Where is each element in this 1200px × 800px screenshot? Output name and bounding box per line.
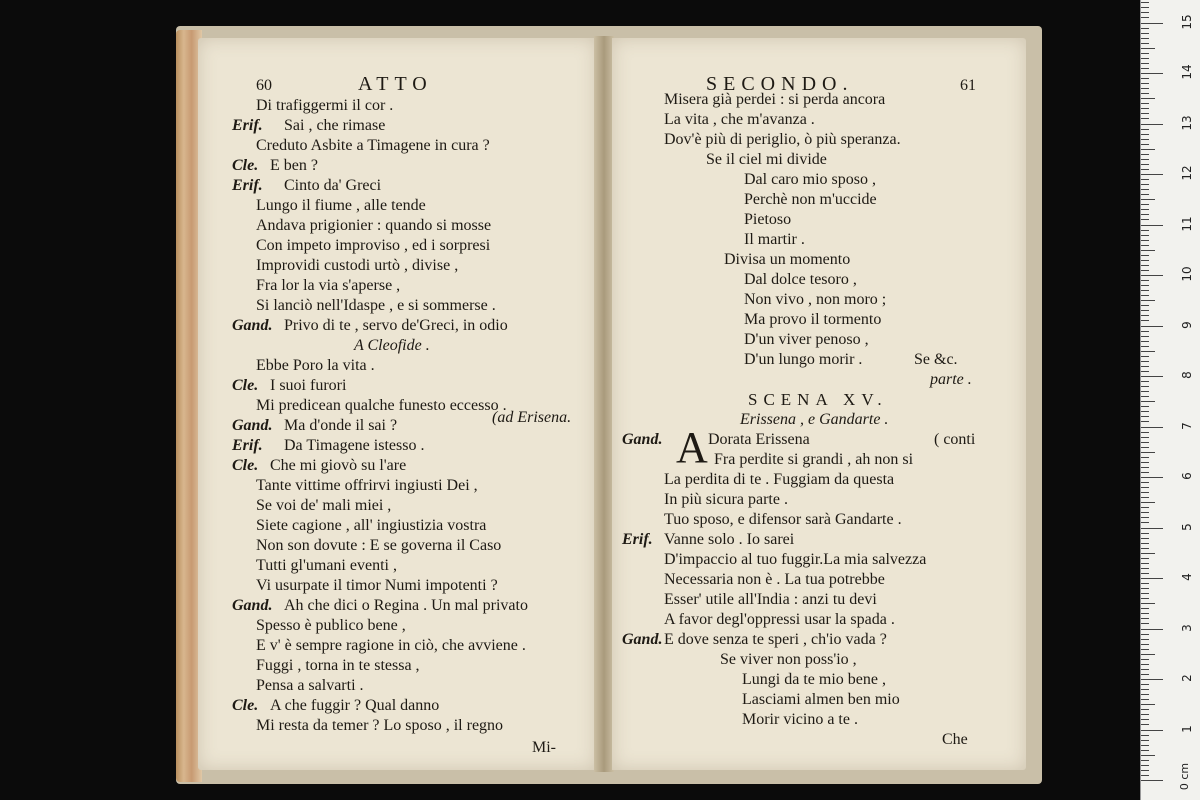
ruler-tick — [1141, 659, 1149, 660]
ruler-tick — [1141, 366, 1149, 367]
ruler-tick — [1141, 482, 1149, 483]
verse-line: Lasciami almen ben mio — [742, 691, 900, 708]
ruler-number: 6 — [1180, 472, 1194, 480]
verse-line: Lungi da te mio bene , — [742, 671, 886, 688]
verse-line: A che fuggir ? Qual danno — [270, 697, 440, 714]
verse-line: Ma provo il tormento — [744, 311, 882, 328]
ruler-tick — [1141, 669, 1149, 670]
ruler-tick — [1141, 240, 1149, 241]
ruler-tick — [1141, 28, 1149, 29]
left-catchword: Mi- — [532, 739, 556, 756]
verse-line: Ah che dici o Regina . Un mal privato — [284, 597, 528, 614]
verse-line: D'impaccio al tuo fuggir.La mia salvezza — [664, 551, 927, 568]
ruler-tick — [1141, 467, 1149, 468]
ruler-tick — [1141, 654, 1155, 655]
exit-direction: parte . — [930, 371, 972, 388]
ruler-tick — [1141, 644, 1149, 645]
ruler-tick — [1141, 553, 1155, 554]
ruler-tick — [1141, 144, 1149, 145]
scene-title: SCENA XV. — [748, 390, 888, 409]
ruler-tick — [1141, 684, 1149, 685]
ruler-tick — [1141, 649, 1149, 650]
ruler-tick — [1141, 623, 1149, 624]
ruler-unit-label: 0 cm — [1178, 762, 1192, 791]
ruler-tick — [1141, 23, 1163, 24]
ruler-tick — [1141, 694, 1149, 695]
ruler-tick — [1141, 381, 1149, 382]
ruler-tick — [1141, 780, 1163, 781]
ruler-tick — [1141, 214, 1149, 215]
ruler-tick — [1141, 7, 1149, 8]
ruler-tick — [1141, 194, 1149, 195]
verse-line: Sai , che rimase — [284, 117, 386, 134]
verse-line: Non vivo , non moro ; — [744, 291, 887, 308]
ruler-number: 2 — [1180, 674, 1194, 682]
verse-line: Misera già perdei : si perda ancora — [664, 91, 886, 108]
ruler-tick — [1141, 103, 1149, 104]
ruler-tick — [1141, 53, 1149, 54]
ruler-tick — [1141, 68, 1149, 69]
ruler-tick — [1141, 230, 1149, 231]
verse-line: Se il ciel mi divide — [706, 151, 827, 168]
ruler-tick — [1141, 608, 1149, 609]
ruler-tick — [1141, 124, 1163, 125]
verse-line: Ebbe Poro la vita . — [256, 357, 375, 374]
verse-line: Se voi de' mali miei , — [256, 497, 392, 514]
verse-line: Il martir . — [744, 231, 805, 248]
speaker-label: Cle. — [232, 377, 259, 394]
ruler-tick — [1141, 235, 1149, 236]
ruler-tick — [1141, 639, 1149, 640]
ruler-tick — [1141, 740, 1149, 741]
ruler-tick — [1141, 401, 1155, 402]
ruler-tick — [1141, 522, 1149, 523]
ruler-tick — [1141, 356, 1149, 357]
ruler-tick — [1141, 184, 1149, 185]
verse-line: Vanne solo . Io sarei — [664, 531, 795, 548]
ruler-tick — [1141, 714, 1149, 715]
ruler-tick — [1141, 629, 1163, 630]
ruler-tick — [1141, 568, 1149, 569]
ruler-tick — [1141, 719, 1149, 720]
ruler-tick — [1141, 129, 1149, 130]
ruler-tick — [1141, 2, 1149, 3]
ruler-number: 14 — [1180, 64, 1194, 80]
ruler-tick — [1141, 38, 1149, 39]
ruler-tick — [1141, 361, 1149, 362]
verse-line: Cinto da' Greci — [284, 177, 382, 194]
ruler-tick — [1141, 507, 1149, 508]
ruler-tick — [1141, 33, 1149, 34]
ruler-tick — [1141, 528, 1163, 529]
verse-line: Mi predicean qualche funesto eccesso . — [256, 397, 507, 414]
ruler-tick — [1141, 775, 1149, 776]
ruler-tick — [1141, 305, 1149, 306]
ruler-tick — [1141, 300, 1155, 301]
verse-line: La vita , che m'avanza . — [664, 111, 815, 128]
ruler-tick — [1141, 88, 1149, 89]
speaker-label: Erif. — [232, 177, 263, 194]
ruler-tick — [1141, 538, 1149, 539]
ruler-tick — [1141, 265, 1149, 266]
ruler-tick — [1141, 159, 1149, 160]
ruler-tick — [1141, 457, 1149, 458]
scene-characters: Erissena , e Gandarte . — [740, 411, 889, 428]
speaker-label: Gand. — [232, 417, 273, 434]
ruler-tick — [1141, 583, 1149, 584]
ruler-tick — [1141, 93, 1149, 94]
ruler-tick — [1141, 371, 1149, 372]
ruler-tick — [1141, 113, 1149, 114]
ruler-tick — [1141, 593, 1149, 594]
verse-line: Lungo il fiume , alle tende — [256, 197, 426, 214]
verse-line: La perdita di te . Fuggiam da questa — [664, 471, 895, 488]
ruler-tick — [1141, 558, 1149, 559]
ruler-tick — [1141, 477, 1163, 478]
ruler-tick — [1141, 219, 1149, 220]
ruler-tick — [1141, 204, 1149, 205]
verse-continuation: ( conti — [934, 431, 976, 448]
ruler-tick — [1141, 245, 1149, 246]
ruler-tick — [1141, 199, 1155, 200]
ruler-tick — [1141, 169, 1149, 170]
verse-line: Improvidi custodi urtò , divise , — [256, 257, 459, 274]
verse-line: Andava prigionier : quando si mosse — [256, 217, 492, 234]
verse-line: A favor degl'oppressi usar la spada . — [664, 611, 895, 628]
ruler-tick — [1141, 396, 1149, 397]
speaker-label: Gand. — [232, 597, 273, 614]
verse-line: E dove senza te speri , ch'io vada ? — [664, 631, 887, 648]
ruler-tick — [1141, 765, 1149, 766]
verse-line: Tante vittime offrirvi ingiusti Dei , — [256, 477, 478, 494]
ruler-number: 8 — [1180, 371, 1194, 379]
ruler-tick — [1141, 760, 1149, 761]
open-book — [176, 26, 1042, 784]
ruler-tick — [1141, 255, 1149, 256]
verse-line: Ma d'onde il sai ? — [284, 417, 398, 434]
right-running-header: SECONDO. — [706, 73, 854, 95]
verse-line: D'un viver penoso , — [744, 331, 869, 348]
verse-line: I suoi furori — [270, 377, 347, 394]
ruler-tick — [1141, 225, 1163, 226]
ruler-tick — [1141, 512, 1149, 513]
ruler-tick — [1141, 320, 1149, 321]
ruler-tick — [1141, 755, 1155, 756]
ruler-tick — [1141, 724, 1149, 725]
verse-line: Esser' utile all'India : anzi tu devi — [664, 591, 877, 608]
ruler-tick — [1141, 634, 1149, 635]
ruler-tick — [1141, 43, 1149, 44]
verse-line: Se viver non poss'io , — [720, 651, 857, 668]
verse-line: E ben ? — [270, 157, 318, 174]
ruler-tick — [1141, 770, 1149, 771]
ruler-number: 1 — [1180, 724, 1194, 733]
ruler-tick — [1141, 12, 1149, 13]
speaker-label: Cle. — [232, 157, 259, 174]
verse-line: Si lanciò nell'Idaspe , e si sommerse . — [256, 297, 496, 314]
ruler-tick — [1141, 179, 1149, 180]
ruler-tick — [1141, 750, 1149, 751]
measuring-ruler — [1140, 0, 1200, 800]
ruler-tick — [1141, 416, 1149, 417]
ruler-tick — [1141, 406, 1149, 407]
ruler-tick — [1141, 699, 1149, 700]
left-page — [198, 38, 596, 770]
book-gutter — [594, 36, 614, 772]
speaker-label: Gand. — [232, 317, 273, 334]
ruler-tick — [1141, 189, 1149, 190]
ruler-tick — [1141, 336, 1149, 337]
verse-line: Divisa un momento — [724, 251, 851, 268]
ruler-tick — [1141, 704, 1155, 705]
ruler-number: 11 — [1180, 215, 1194, 232]
ruler-tick — [1141, 331, 1149, 332]
ruler-number: 12 — [1180, 165, 1194, 181]
ruler-number: 9 — [1180, 320, 1194, 329]
verse-line: Spesso è publico bene , — [256, 617, 406, 634]
ruler-tick — [1141, 260, 1149, 261]
verse-line: Dov'è più di periglio, ò più speranza. — [664, 131, 901, 148]
ruler-tick — [1141, 689, 1149, 690]
ruler-number: 3 — [1180, 623, 1194, 632]
aria-end-mark: Se &c. — [914, 351, 958, 368]
ruler-tick — [1141, 437, 1149, 438]
ruler-tick — [1141, 745, 1149, 746]
speaker-label: Erif. — [232, 117, 263, 134]
verse-line: Siete cagione , all' ingiustizia vostra — [256, 517, 487, 534]
ruler-tick — [1141, 603, 1155, 604]
verse-line: D'un lungo morir . — [744, 351, 863, 368]
ruler-tick — [1141, 548, 1149, 549]
ruler-tick — [1141, 270, 1149, 271]
verse-line: Pensa a salvarti . — [256, 677, 364, 694]
drop-cap: A — [676, 423, 708, 472]
ruler-tick — [1141, 295, 1149, 296]
ruler-tick — [1141, 154, 1149, 155]
verse-line: Dal dolce tesoro , — [744, 271, 857, 288]
ruler-tick — [1141, 578, 1163, 579]
ruler-tick — [1141, 730, 1163, 731]
ruler-tick — [1141, 735, 1149, 736]
ruler-tick — [1141, 674, 1149, 675]
ruler-tick — [1141, 391, 1149, 392]
ruler-tick — [1141, 613, 1149, 614]
speaker-label: Erif. — [232, 437, 263, 454]
verse-line: Fra perdite si grandi , ah non si — [714, 451, 914, 468]
verse-line: Di trafiggermi il cor . — [256, 97, 394, 114]
ruler-tick — [1141, 376, 1163, 377]
speaker-label: Gand. — [622, 431, 663, 448]
ruler-number: 13 — [1180, 114, 1194, 131]
ruler-number: 10 — [1180, 266, 1194, 282]
ruler-tick — [1141, 275, 1163, 276]
verse-line: Fuggi , torna in te stessa , — [256, 657, 420, 674]
right-page-number: 61 — [960, 77, 976, 94]
ruler-tick — [1141, 149, 1155, 150]
ruler-tick — [1141, 432, 1149, 433]
ruler-tick — [1141, 543, 1149, 544]
ruler-tick — [1141, 664, 1149, 665]
ruler-tick — [1141, 563, 1149, 564]
ruler-number: 15 — [1180, 13, 1194, 30]
speaker-label: Cle. — [232, 457, 259, 474]
ruler-tick — [1141, 290, 1149, 291]
ruler-tick — [1141, 421, 1149, 422]
verse-line: In più sicura parte . — [664, 491, 788, 508]
verse-line: Creduto Asbite a Timagene in cura ? — [256, 137, 490, 154]
ruler-tick — [1141, 280, 1149, 281]
ruler-tick — [1141, 134, 1149, 135]
ruler-tick — [1141, 17, 1149, 18]
right-catchword: Che — [942, 731, 968, 748]
ruler-tick — [1141, 326, 1163, 327]
verse-line: Da Timagene istesso . — [284, 437, 425, 454]
speaker-label: Erif. — [622, 531, 653, 548]
verse-line: Vi usurpate il timor Numi impotenti ? — [256, 577, 498, 594]
ruler-tick — [1141, 108, 1149, 109]
ruler-tick — [1141, 462, 1149, 463]
verse-line: Pietoso — [744, 211, 792, 228]
ruler-tick — [1141, 598, 1149, 599]
ruler-tick — [1141, 174, 1163, 175]
ruler-tick — [1141, 709, 1149, 710]
verse-line: Mi resta da temer ? Lo sposo , il regno — [256, 717, 504, 734]
ruler-tick — [1141, 58, 1149, 59]
ruler-number: 7 — [1180, 421, 1194, 430]
right-page — [612, 38, 1026, 770]
ruler-tick — [1141, 118, 1149, 119]
ruler-tick — [1141, 472, 1149, 473]
verse-line: Che mi giovò su l'are — [270, 457, 407, 474]
verse-line: Perchè non m'uccide — [744, 191, 877, 208]
ruler-tick — [1141, 73, 1163, 74]
ruler-tick — [1141, 588, 1149, 589]
ruler-tick — [1141, 310, 1149, 311]
ruler-tick — [1141, 98, 1155, 99]
verse-line: Dal caro mio sposo , — [744, 171, 876, 188]
ruler-tick — [1141, 427, 1163, 428]
verse-line: Necessaria non è . La tua potrebbe — [664, 571, 885, 588]
ruler-tick — [1141, 164, 1149, 165]
ruler-tick — [1141, 452, 1155, 453]
left-running-header: ATTO — [358, 73, 433, 95]
ruler-tick — [1141, 48, 1155, 49]
speaker-label: Gand. — [622, 631, 663, 648]
ruler-tick — [1141, 447, 1149, 448]
stage-direction-ad-erisena: (ad Erisena. — [492, 409, 572, 426]
ruler-tick — [1141, 346, 1149, 347]
ruler-tick — [1141, 492, 1149, 493]
verse-line: A Cleofide . — [354, 337, 430, 354]
verse-line: Morir vicino a te . — [742, 711, 858, 728]
ruler-tick — [1141, 285, 1149, 286]
ruler-tick — [1141, 209, 1149, 210]
ruler-tick — [1141, 83, 1149, 84]
ruler-tick — [1141, 487, 1149, 488]
ruler-tick — [1141, 442, 1149, 443]
verse-line: Fra lor la via s'aperse , — [256, 277, 401, 294]
ruler-number: 5 — [1180, 522, 1194, 531]
ruler-tick — [1141, 63, 1149, 64]
ruler-tick — [1141, 679, 1163, 680]
ruler-tick — [1141, 517, 1149, 518]
verse-line: Tuo sposo, e difensor sarà Gandarte . — [664, 511, 902, 528]
verse-line: E v' è sempre ragione in ciò, che avviene . — [256, 637, 526, 654]
ruler-tick — [1141, 386, 1149, 387]
ruler-tick — [1141, 315, 1149, 316]
ruler-tick — [1141, 497, 1149, 498]
verse-line: Dorata Erissena — [708, 431, 810, 448]
ruler-tick — [1141, 250, 1155, 251]
speaker-label: Cle. — [232, 697, 259, 714]
ruler-tick — [1141, 618, 1149, 619]
ruler-tick — [1141, 351, 1155, 352]
ruler-tick — [1141, 533, 1149, 534]
ruler-tick — [1141, 411, 1149, 412]
left-page-number: 60 — [256, 77, 272, 94]
verse-line: Con impeto improviso , ed i sorpresi — [256, 237, 491, 254]
ruler-tick — [1141, 78, 1149, 79]
verse-line: Tutti gl'umani eventi , — [256, 557, 397, 574]
ruler-tick — [1141, 573, 1149, 574]
ruler-number: 4 — [1180, 573, 1194, 581]
verse-line: Non son dovute : E se governa il Caso — [256, 537, 502, 554]
ruler-tick — [1141, 139, 1149, 140]
ruler-tick — [1141, 341, 1149, 342]
ruler-tick — [1141, 502, 1155, 503]
verse-line: Privo di te , servo de'Greci, in odio — [284, 317, 508, 334]
